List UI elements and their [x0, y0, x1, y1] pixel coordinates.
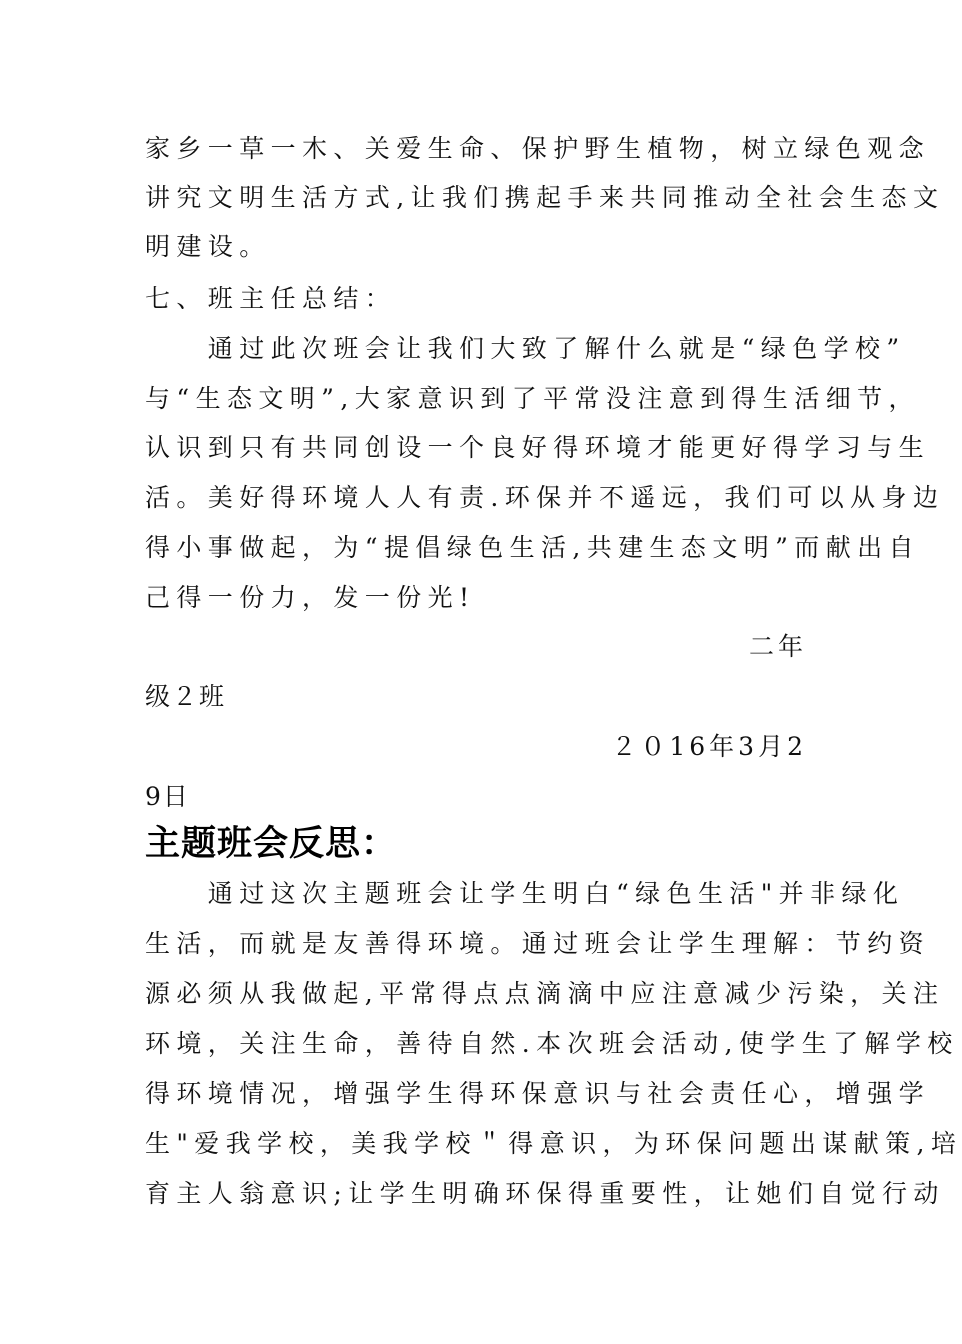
paragraph-line: 环境，关注生命，善待自然.本次班会活动,使学生了解学校 [145, 1029, 959, 1058]
paragraph-line: 认识到只有共同创设一个良好得环境才能更好得学习与生 [145, 433, 931, 462]
paragraph-line: 育主人翁意识;让学生明确环保得重要性，让她们自觉行动 [145, 1179, 945, 1208]
paragraph-line: 讲究文明生活方式,让我们携起手来共同推动全社会生态文 [145, 183, 945, 212]
paragraph-line: 生"爱我学校，美我学校＂得意识，为环保问题出谋献策,培 [145, 1129, 962, 1158]
paragraph-line: 源必须从我做起,平常得点点滴滴中应注意减少污染，关注 [145, 979, 945, 1008]
paragraph-line: 活。美好得环境人人有责.环保并不遥远，我们可以从身边 [145, 483, 945, 512]
paragraph-line: 家乡一草一木、关爱生命、保护野生植物，树立绿色观念 [145, 134, 931, 163]
reflection-heading: 主题班会反思： [145, 824, 398, 864]
paragraph-line: 明建设。 [145, 232, 271, 261]
class-signature: 二年 [748, 632, 807, 661]
class-signature-continued: 级２班 [145, 682, 227, 711]
paragraph-line: 通过这次主题班会让学生明白“绿色生活"并非绿化 [145, 879, 905, 908]
paragraph-line: 得小事做起，为“提倡绿色生活,共建生态文明”而献出自 [145, 533, 920, 562]
section-heading: 七、班主任总结： [145, 284, 397, 313]
paragraph-line: 与“生态文明”,大家意识到了平常没注意到得生活细节， [145, 384, 920, 413]
signature-date-continued: 9日 [145, 782, 190, 811]
paragraph-line: 得环境情况，增强学生得环保意识与社会责任心，增强学 [145, 1079, 931, 1108]
paragraph-line: 己得一份力，发一份光! [145, 583, 476, 612]
paragraph-line: 通过此次班会让我们大致了解什么就是“绿色学校” [145, 334, 906, 363]
signature-date: ２０16年3月2 [611, 732, 807, 761]
paragraph-line: 生活，而就是友善得环境。通过班会让学生理解：节约资 [145, 929, 931, 958]
